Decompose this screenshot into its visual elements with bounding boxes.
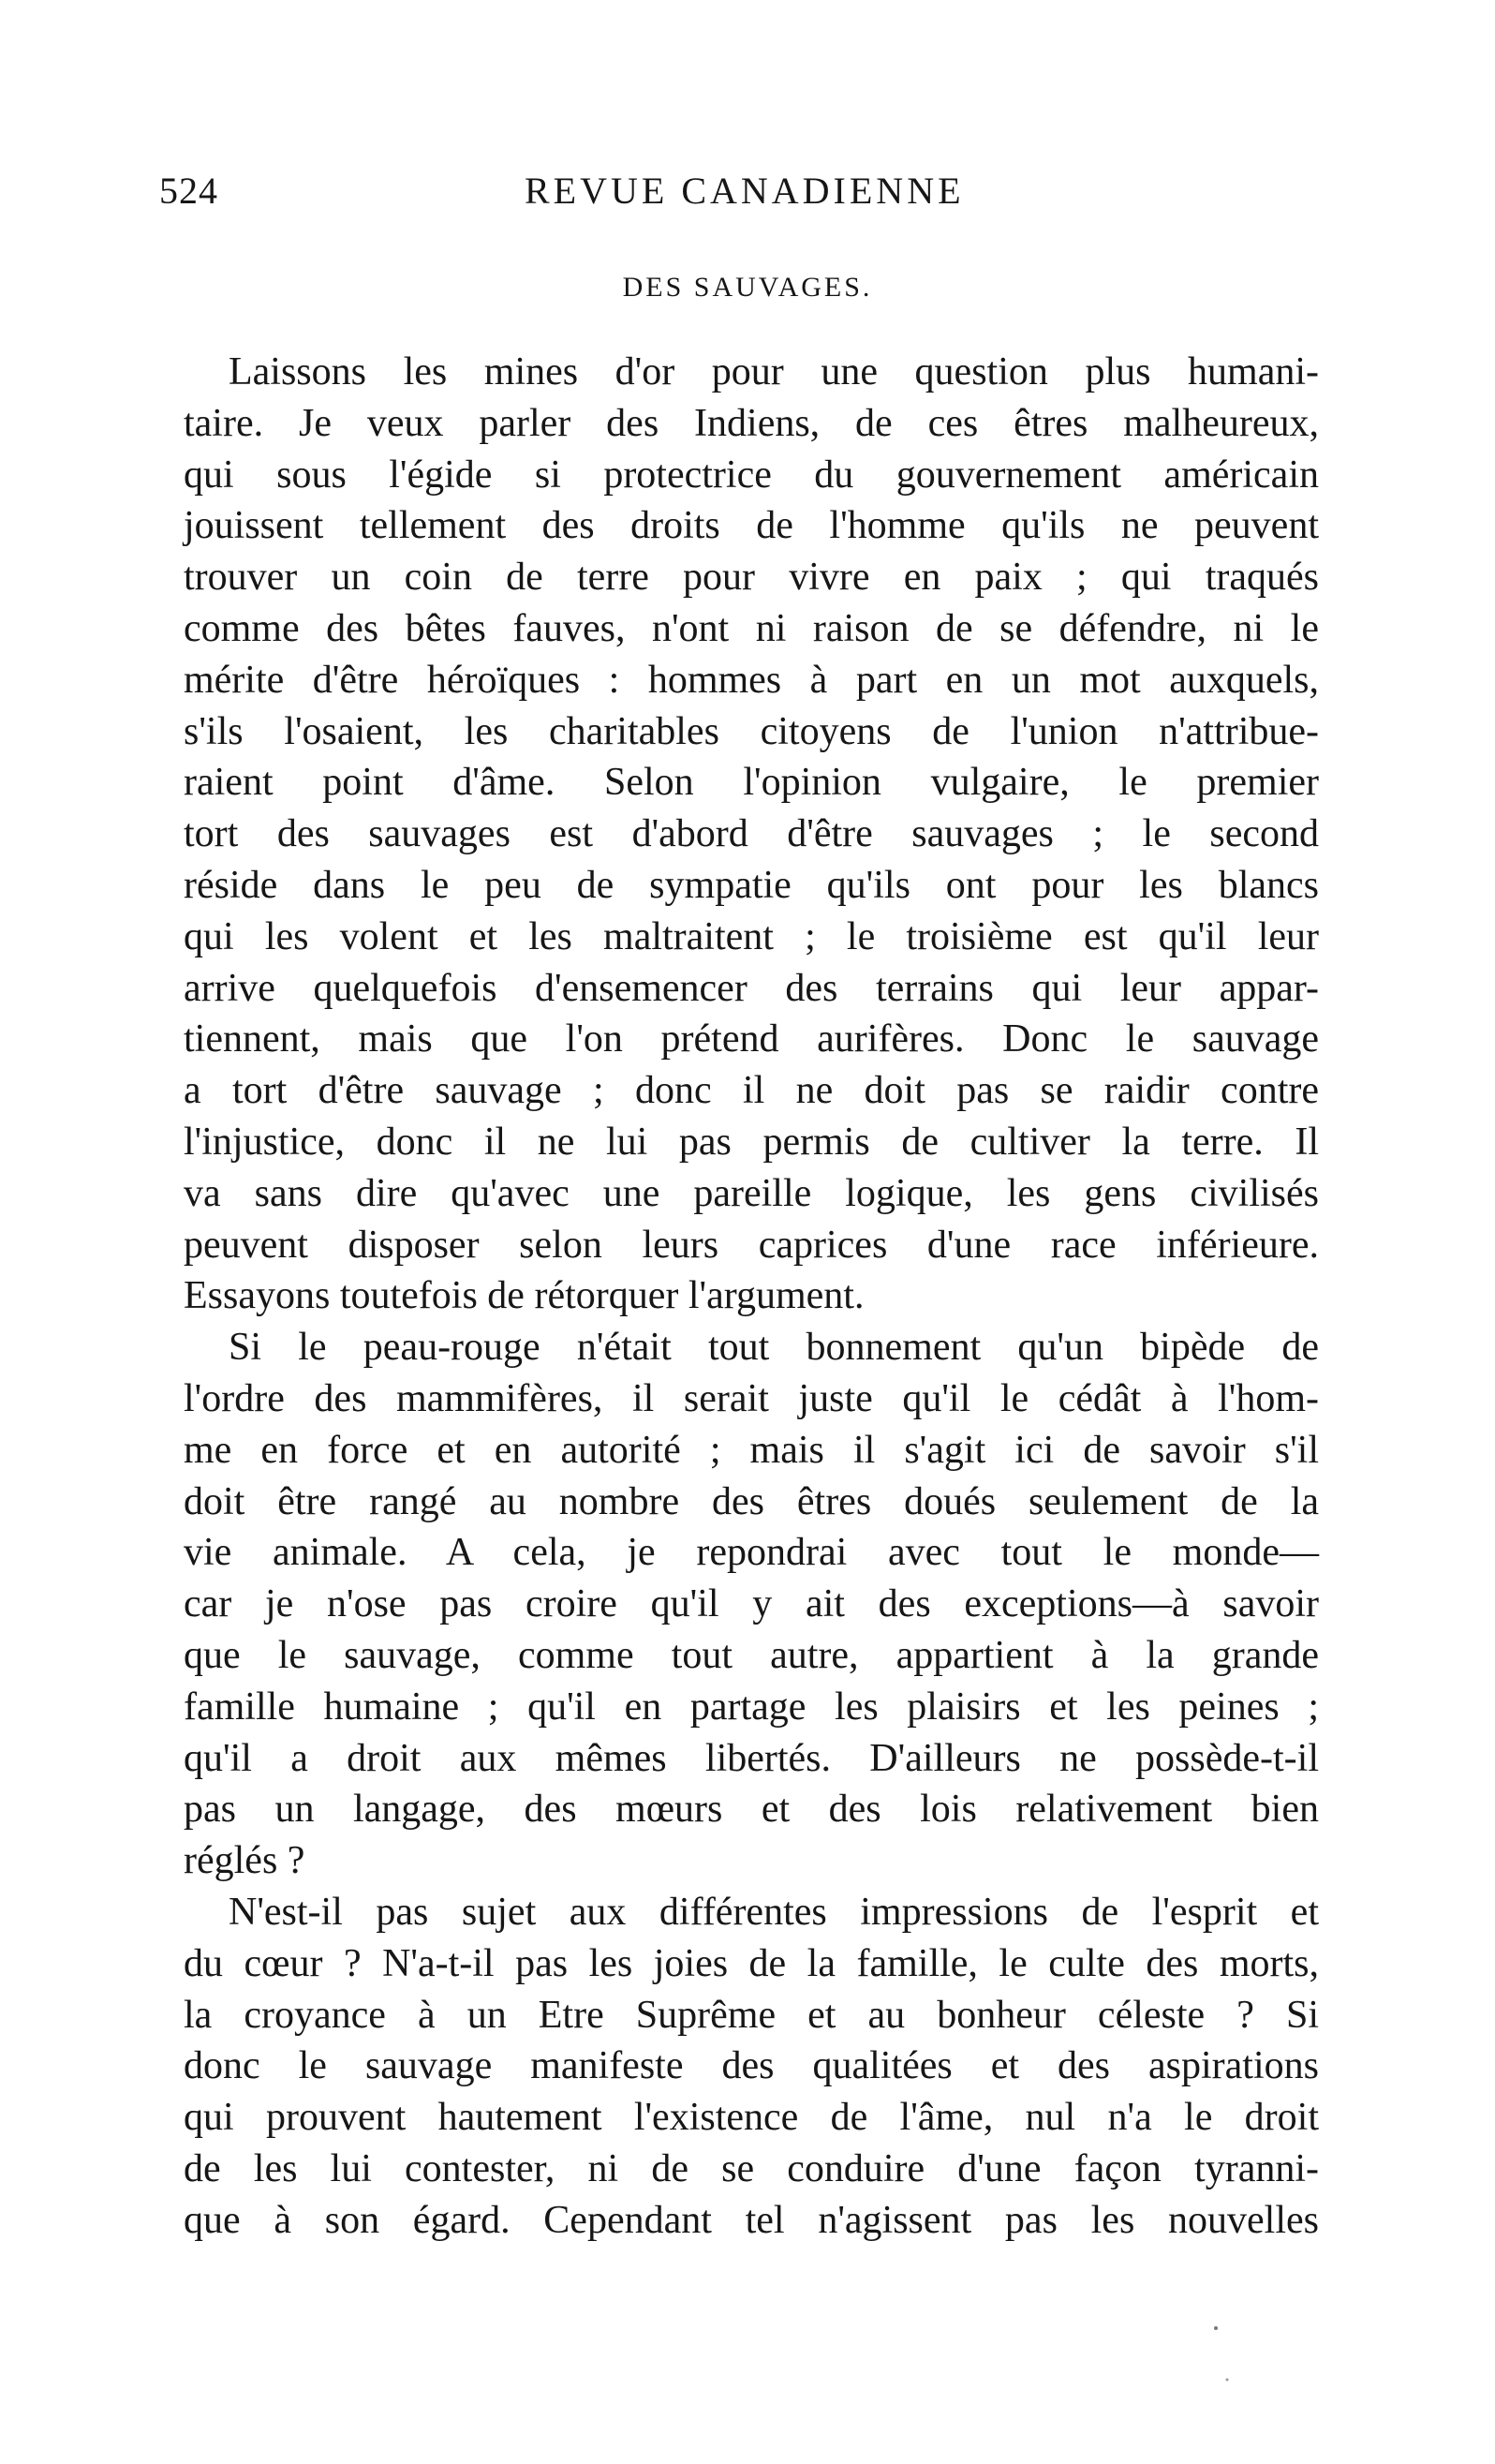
body-text bbox=[184, 347, 1319, 2246]
text-line: trouver un coin de terre pour vivre en paix ; qui traqués bbox=[184, 556, 1319, 600]
text-line: réside dans le peu de sympatie qu'ils ont pour les blancs bbox=[184, 863, 1319, 907]
text-line: doit être rangé au nombre des êtres doués seulement de la bbox=[184, 1479, 1319, 1523]
text-line: peuvent disposer selon leurs caprices d'une race inférieure. bbox=[184, 1223, 1319, 1267]
text-line: Si le peau-rouge n'était tout bonnement qu'un bipède de bbox=[229, 1326, 1319, 1370]
text-line: s'ils l'osaient, les charitables citoyens de l'union n'attribue- bbox=[184, 709, 1319, 753]
text-line: raient point d'âme. Selon l'opinion vulgaire, le premier bbox=[184, 761, 1319, 805]
section-title: DES SAUVAGES. bbox=[622, 272, 873, 303]
text-line: jouissent tellement des droits de l'homme qu'ils ne peuvent bbox=[184, 504, 1319, 548]
text-line: arrive quelquefois d'ensemencer des terrains qui leur appar- bbox=[184, 966, 1319, 1010]
text-line: a tort d'être sauvage ; donc il ne doit pas se raidir contre bbox=[184, 1069, 1319, 1113]
text-line: Laissons les mines d'or pour une question plus humani- bbox=[229, 350, 1319, 393]
text-line: que à son égard. Cependant tel n'agissent pas les nouvelles bbox=[184, 2198, 1319, 2242]
scan-speck bbox=[1214, 2326, 1218, 2330]
text-line: réglés ? bbox=[184, 1839, 305, 1883]
text-line: pas un langage, des mœurs et des lois relativement bien bbox=[184, 1788, 1319, 1832]
text-line: car je n'ose pas croire qu'il y ait des exceptions—à savoir bbox=[184, 1582, 1319, 1626]
text-line: Essayons toutefois de rétorquer l'argument. bbox=[184, 1274, 865, 1318]
text-line: me en force et en autorité ; mais il s'agit ici de savoir s'il bbox=[184, 1428, 1319, 1472]
page-number: 524 bbox=[159, 170, 218, 212]
text-line: N'est-il pas sujet aux différentes impressions de l'esprit et bbox=[229, 1890, 1319, 1934]
text-line: qui sous l'égide si protectrice du gouvernement américain bbox=[184, 453, 1319, 497]
text-line: qui les volent et les maltraitent ; le troisième est qu'il leur bbox=[184, 914, 1319, 958]
text-line: comme des bêtes fauves, n'ont ni raison de se défendre, ni le bbox=[184, 606, 1319, 650]
text-line: qui prouvent hautement l'existence de l'âme, nul n'a le droit bbox=[184, 2096, 1319, 2140]
text-line: famille humaine ; qu'il en partage les plaisirs et les peines ; bbox=[184, 1685, 1319, 1729]
text-line: que le sauvage, comme tout autre, appartient à la grande bbox=[184, 1633, 1319, 1677]
text-line: la croyance à un Etre Suprême et au bonheur céleste ? Si bbox=[184, 1993, 1319, 2037]
text-line: tort des sauvages est d'abord d'être sauvages ; le second bbox=[184, 812, 1319, 856]
text-line: taire. Je veux parler des Indiens, de ces êtres malheureux, bbox=[184, 401, 1319, 445]
text-line: l'injustice, donc il ne lui pas permis de cultiver la terre. Il bbox=[184, 1120, 1319, 1164]
text-line: donc le sauvage manifeste des qualitées et des aspirations bbox=[184, 2044, 1319, 2088]
text-line: du cœur ? N'a-t-il pas les joies de la famille, le culte des morts, bbox=[184, 1941, 1319, 1985]
text-line: l'ordre des mammifères, il serait juste qu'il le cédât à l'hom- bbox=[184, 1376, 1319, 1420]
running-head: REVUE CANADIENNE bbox=[525, 170, 965, 212]
text-line: vie animale. A cela, je repondrai avec tout le monde— bbox=[184, 1531, 1319, 1575]
text-line: de les lui contester, ni de se conduire d'une façon tyranni- bbox=[184, 2146, 1319, 2190]
text-line: qu'il a droit aux mêmes libertés. D'ailleurs ne possède-t-il bbox=[184, 1736, 1319, 1780]
text-line: va sans dire qu'avec une pareille logique, les gens civilisés bbox=[184, 1171, 1319, 1215]
text-line: tiennent, mais que l'on prétend aurifères. Donc le sauvage bbox=[184, 1017, 1319, 1061]
scan-speck bbox=[1226, 2379, 1229, 2382]
text-line: mérite d'être héroïques : hommes à part en un mot auxquels, bbox=[184, 658, 1319, 702]
